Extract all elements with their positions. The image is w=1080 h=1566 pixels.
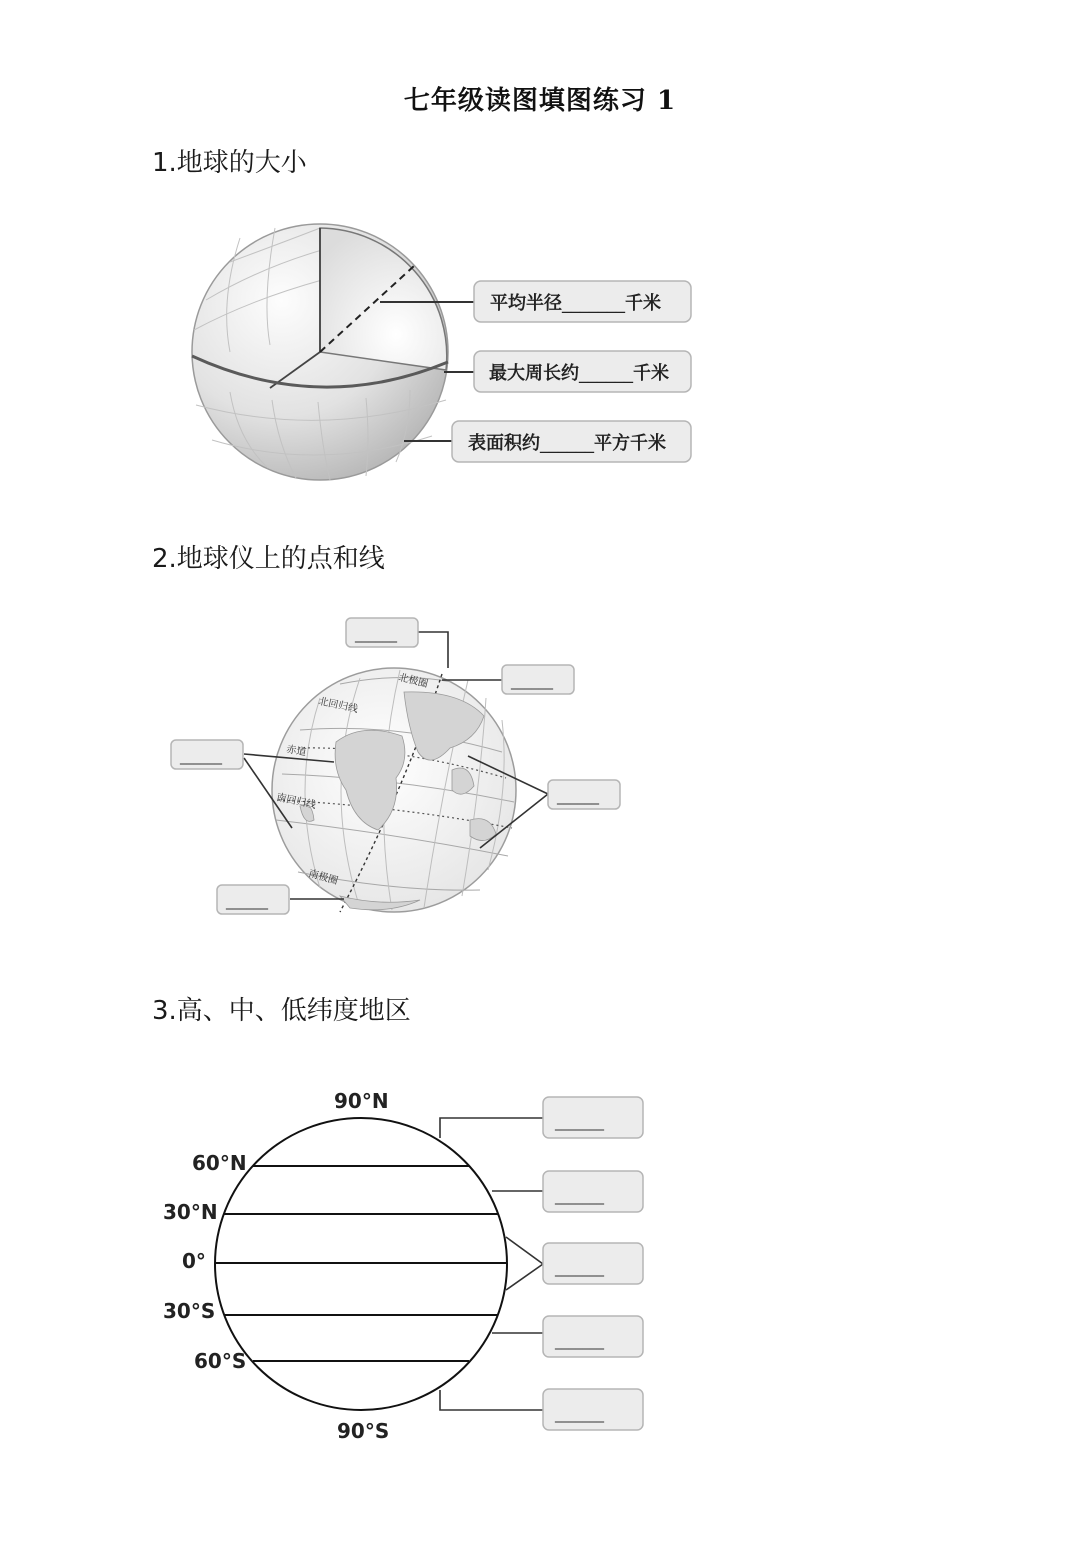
svg-text:_______: _______ (555, 1189, 604, 1205)
surface-area-label-box[interactable] (452, 421, 691, 462)
section-3-heading: 3.高、中、低纬度地区 (152, 996, 411, 1026)
svg-text:_______: _______ (555, 1261, 604, 1277)
north-high-latitude-answer-box[interactable] (543, 1097, 643, 1138)
svg-text:表面积约______平方千米: 表面积约______平方千米 (468, 433, 666, 454)
tropic-of-capricorn-label: 南回归线 (275, 792, 317, 812)
equator-label: 赤道 (285, 744, 308, 759)
svg-text:______: ______ (557, 789, 599, 805)
arctic-circle-label: 北极圈 (397, 672, 430, 691)
globe-with-lines (272, 668, 516, 912)
lat-90s-label: 90°S (337, 1419, 390, 1443)
section-1-heading: 1.地球的大小 (152, 148, 307, 178)
lat-60s-label: 60°S (194, 1349, 247, 1373)
antarctic-circle-label: 南极圈 (307, 868, 340, 888)
svg-text:______: ______ (180, 749, 222, 765)
svg-text:平均半径_______千米: 平均半径_______千米 (490, 293, 661, 314)
north-pole-answer-box[interactable] (346, 618, 418, 647)
latitude-lines-answer-box[interactable] (171, 740, 243, 769)
svg-text:______: ______ (355, 627, 397, 643)
svg-text:_______: _______ (555, 1334, 604, 1350)
latitude-zones-diagram (163, 1089, 507, 1443)
svg-text:最大周长约______千米: 最大周长约______千米 (489, 363, 669, 384)
south-pole-answer-box[interactable] (217, 885, 289, 914)
page-title: 七年级读图填图练习 1 (403, 86, 677, 116)
lat-0-label: 0° (182, 1249, 206, 1273)
svg-text:_______: _______ (555, 1407, 604, 1423)
svg-text:______: ______ (511, 674, 553, 690)
south-mid-latitude-answer-box[interactable] (543, 1316, 643, 1357)
south-high-latitude-answer-box[interactable] (543, 1389, 643, 1430)
lat-30n-label: 30°N (163, 1200, 218, 1224)
svg-text:_______: _______ (555, 1115, 604, 1131)
lat-30s-label: 30°S (163, 1299, 216, 1323)
tropic-of-cancer-label: 北回归线 (317, 696, 359, 716)
svg-text:______: ______ (226, 894, 268, 910)
lat-60n-label: 60°N (192, 1151, 247, 1175)
circumference-label-box[interactable] (474, 351, 691, 392)
lat-90n-label: 90°N (334, 1089, 389, 1113)
meridian-lines-answer-box[interactable] (548, 780, 620, 809)
section-2-heading: 2.地球仪上的点和线 (152, 544, 385, 574)
low-latitude-answer-box[interactable] (543, 1243, 643, 1284)
earth-axis-answer-box[interactable] (502, 665, 574, 694)
radius-label-box[interactable] (474, 281, 691, 322)
north-mid-latitude-answer-box[interactable] (543, 1171, 643, 1212)
